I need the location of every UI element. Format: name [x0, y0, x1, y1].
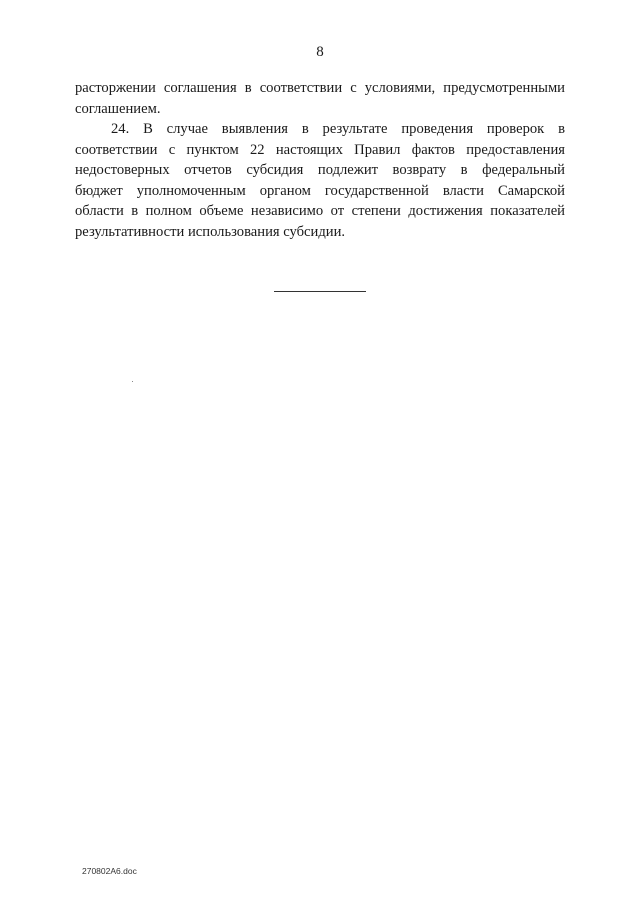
scan-speck — [132, 381, 133, 382]
text-line: результативности использования субсидии. — [75, 223, 346, 240]
text-line: соответствии с пунктом 22 настоящих Правил фактов предоставления — [75, 141, 565, 158]
text-line: недостоверных отчетов субсидия подлежит возврату в федеральный — [75, 162, 565, 178]
text-line: бюджет уполномоченным органом государственной власти Самарской — [75, 182, 565, 199]
paragraph-continuation — [75, 78, 565, 119]
page-number: 8 — [316, 44, 324, 60]
end-separator-line — [274, 291, 366, 292]
document-body — [75, 78, 565, 242]
text-line: расторжении соглашения в соответствии с условиями, предусмотренными — [75, 80, 565, 96]
paragraph-24 — [75, 119, 565, 242]
document-code: 270802А6.doc — [82, 866, 137, 876]
text-line: 24. В случае выявления в результате проведения проверок в — [111, 121, 565, 137]
text-line: соглашением. — [75, 100, 161, 117]
text-line: области в полном объеме независимо от степени достижения показателей — [75, 203, 565, 219]
